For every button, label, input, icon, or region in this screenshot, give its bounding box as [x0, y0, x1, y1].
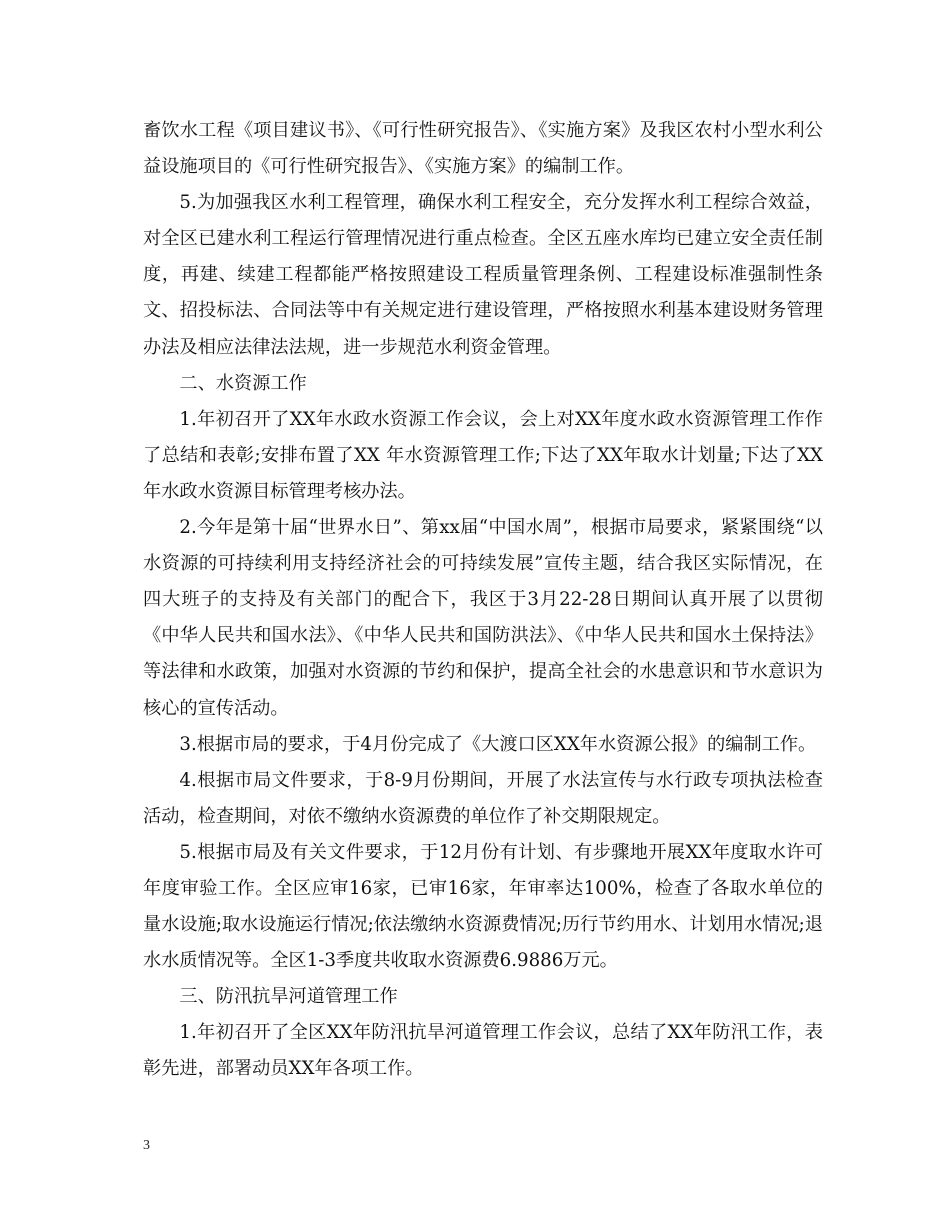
paragraph-4: 1.年初召开了XX年水政水资源工作会议，会上对XX年度水政水资源管理工作作了总结和表彰;安排布置了XX 年水资源管理工作;下达了XX年取水计划量;下达了XX年水政水资源目标管理考核办法。	[143, 408, 823, 502]
paragraph-1: 畜饮水工程《项目建议书》、《可行性研究报告》、《实施方案》及我区农村小型水利公益设施项目的《可行性研究报告》、《实施方案》的编制工作。	[143, 120, 823, 178]
section-heading-flood-control: 三、防汛抗旱河道管理工作	[179, 986, 398, 1008]
section-heading-water-resources: 二、水资源工作	[179, 372, 307, 394]
document-body	[143, 113, 823, 1088]
paragraph-5: 2.今年是第十届“世界水日”、第xx届“中国水周”，根据市局要求，紧紧围绕“以水资源的可持续利用支持经济社会的可持续发展”宣传主题，结合我区实际情况，在四大班子的支持及有关部门的配合下，我区于3月22-28日期间认真开展了以贯彻《中华人民共和国水法》、《中华人民共和国防洪法》、《中华人民共和国水土保持法》等法律和水政策，加强对水资源的节约和保护，提高全社会的水患意识和节水意识为核心的宣传活动。	[143, 517, 823, 719]
paragraph-10: 1.年初召开了全区XX年防汛抗旱河道管理工作会议，总结了XX年防汛工作，表彰先进，部署动员XX年各项工作。	[143, 1022, 823, 1080]
paragraph-2: 5.为加强我区水利工程管理，确保水利工程安全，充分发挥水利工程综合效益，对全区已建水利工程运行管理情况进行重点检查。全区五座水库均已建立安全责任制度，再建、续建工程都能严格按照建设工程质量管理条例、工程建设标准强制性条文、招投标法、合同法等中有关规定进行建设管理，严格按照水利基本建设财务管理办法及相应法律法法规，进一步规范水利资金管理。	[143, 192, 823, 358]
paragraph-7: 4.根据市局文件要求，于8-9月份期间，开展了水法宣传与水行政专项执法检查活动，检查期间，对依不缴纳水资源费的单位作了补交期限规定。	[143, 769, 823, 827]
paragraph-8: 5.根据市局及有关文件要求，于12月份有计划、有步骤地开展XX年度取水许可年度审验工作。全区应审16家，已审16家，年审率达100%，检查了各取水单位的量水设施;取水设施运行情况;依法缴纳水资源费情况;历行节约用水、计划用水情况;退水水质情况等。全区1-3季度共收取水资源费6.9886万元。	[143, 841, 823, 972]
paragraph-6: 3.根据市局的要求，于4月份完成了《大渡口区XX年水资源公报》的编制工作。	[179, 733, 817, 755]
page-number: 3	[143, 1138, 150, 1153]
